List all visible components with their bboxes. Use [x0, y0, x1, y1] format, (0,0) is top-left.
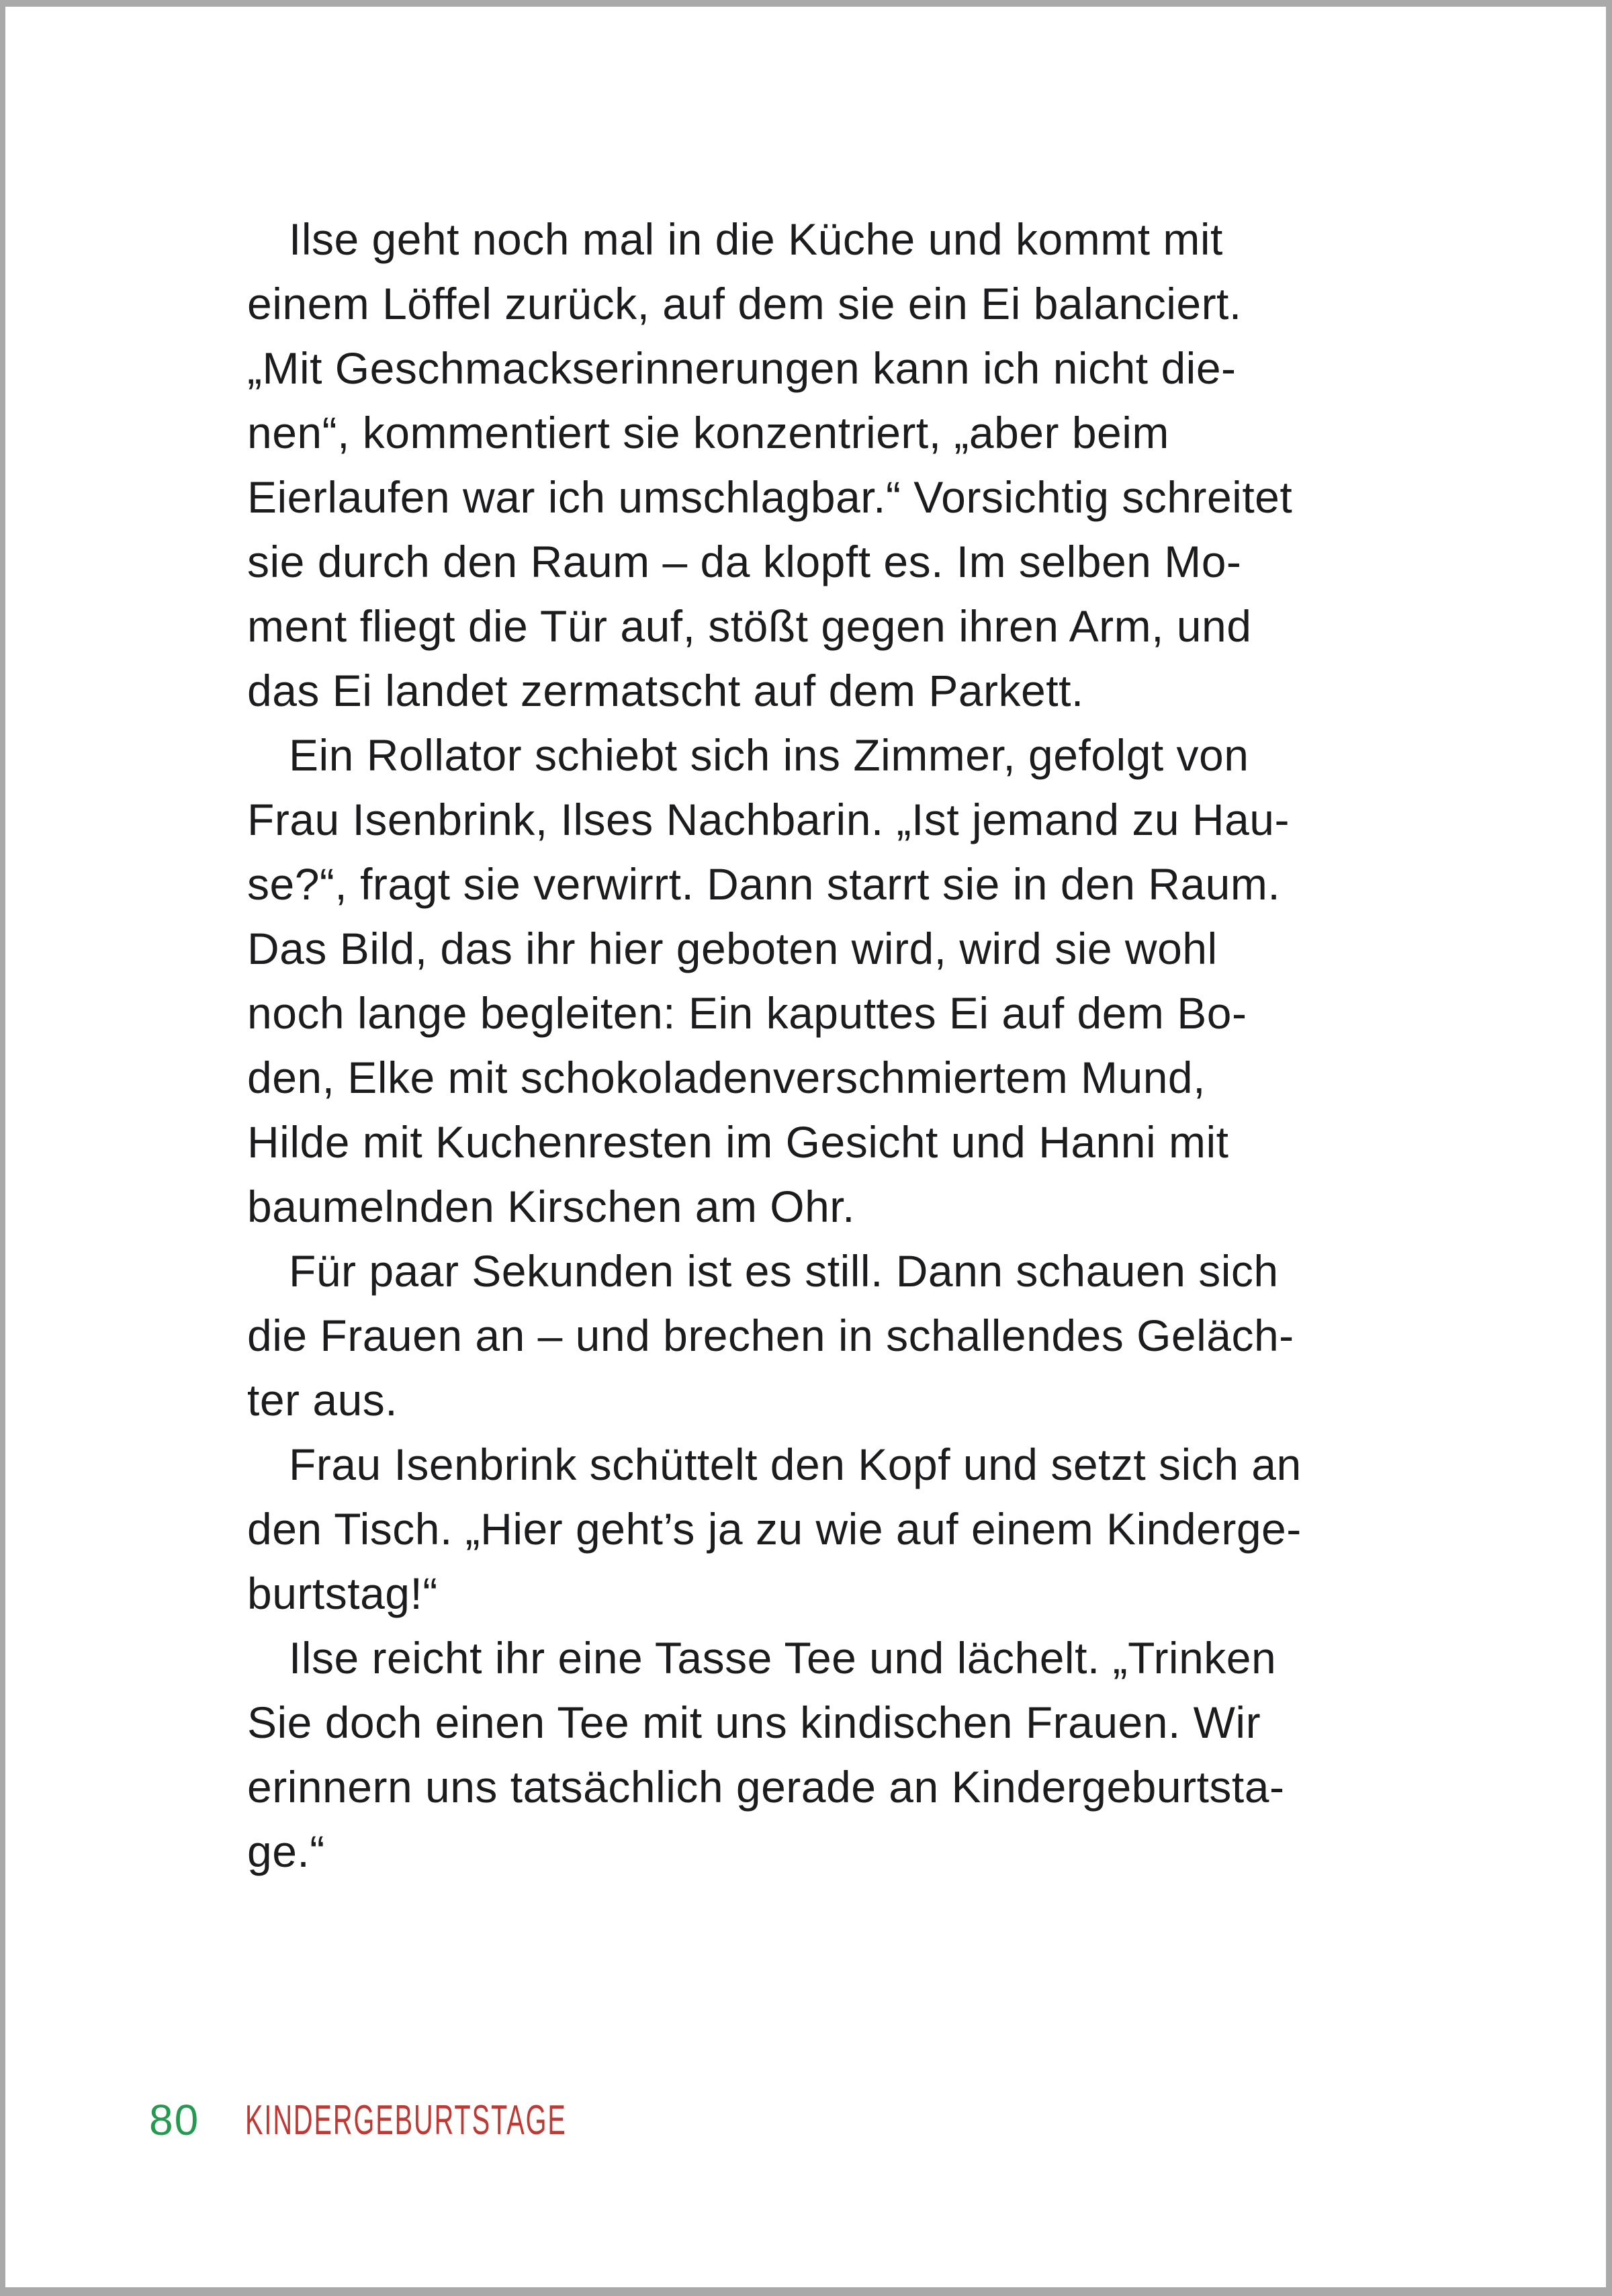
page-footer	[5, 2096, 1606, 2163]
text-line: „Mit Geschmackserinnerungen kann ich nicht die-	[247, 343, 1237, 393]
text-line: Hilde mit Kuchenresten im Gesicht und Hanni mit	[247, 1117, 1229, 1167]
text-line: einem Löffel zurück, auf dem sie ein Ei balanciert.	[247, 279, 1242, 328]
text-line: das Ei landet zermatscht auf dem Parkett.	[247, 666, 1084, 715]
text-line: den, Elke mit schokoladenverschmiertem Mund,	[247, 1053, 1206, 1102]
text-line: Ilse reicht ihr eine Tasse Tee und lächelt. „Trinken	[289, 1633, 1277, 1683]
text-line: Sie doch einen Tee mit uns kindischen Frauen. Wir	[247, 1697, 1261, 1747]
text-line: Frau Isenbrink, Ilses Nachbarin. „Ist jemand zu Hau-	[247, 795, 1290, 844]
text-line: noch lange begleiten: Ein kaputtes Ei auf dem Bo-	[247, 988, 1247, 1038]
text-line: Eierlaufen war ich umschlagbar.“ Vorsichtig schreitet	[247, 472, 1293, 522]
text-line: Für paar Sekunden ist es still. Dann schauen sich	[289, 1246, 1279, 1296]
text-line: Frau Isenbrink schüttelt den Kopf und setzt sich an	[289, 1440, 1302, 1489]
text-line: nen“, kommentiert sie konzentriert, „aber beim	[247, 408, 1169, 457]
text-line: die Frauen an – und brechen in schallendes Geläch-	[247, 1311, 1294, 1360]
book-page	[5, 7, 1606, 2287]
page-number: 80	[149, 2096, 200, 2144]
body-text	[247, 207, 1389, 1884]
text-line: Ilse geht noch mal in die Küche und kommt mit	[289, 214, 1223, 264]
text-line: ment fliegt die Tür auf, stößt gegen ihren Arm, und	[247, 601, 1252, 651]
text-line: erinnern uns tatsächlich gerade an Kindergeburtsta-	[247, 1762, 1285, 1812]
text-line: sie durch den Raum – da klopft es. Im selben Mo-	[247, 537, 1242, 586]
text-line: Ein Rollator schiebt sich ins Zimmer, gefolgt von	[289, 730, 1249, 780]
text-line: burtstag!“	[247, 1569, 438, 1618]
text-line: den Tisch. „Hier geht’s ja zu wie auf einem Kinderge-	[247, 1504, 1302, 1554]
chapter-title: KINDERGEBURTSTAGE	[245, 2097, 567, 2144]
text-line: baumelnden Kirschen am Ohr.	[247, 1182, 855, 1231]
text-line: ge.“	[247, 1826, 325, 1876]
text-line: se?“, fragt sie verwirrt. Dann starrt sie in den Raum.	[247, 859, 1281, 909]
text-line: Das Bild, das ihr hier geboten wird, wird sie wohl	[247, 924, 1218, 973]
text-line: ter aus.	[247, 1375, 398, 1425]
